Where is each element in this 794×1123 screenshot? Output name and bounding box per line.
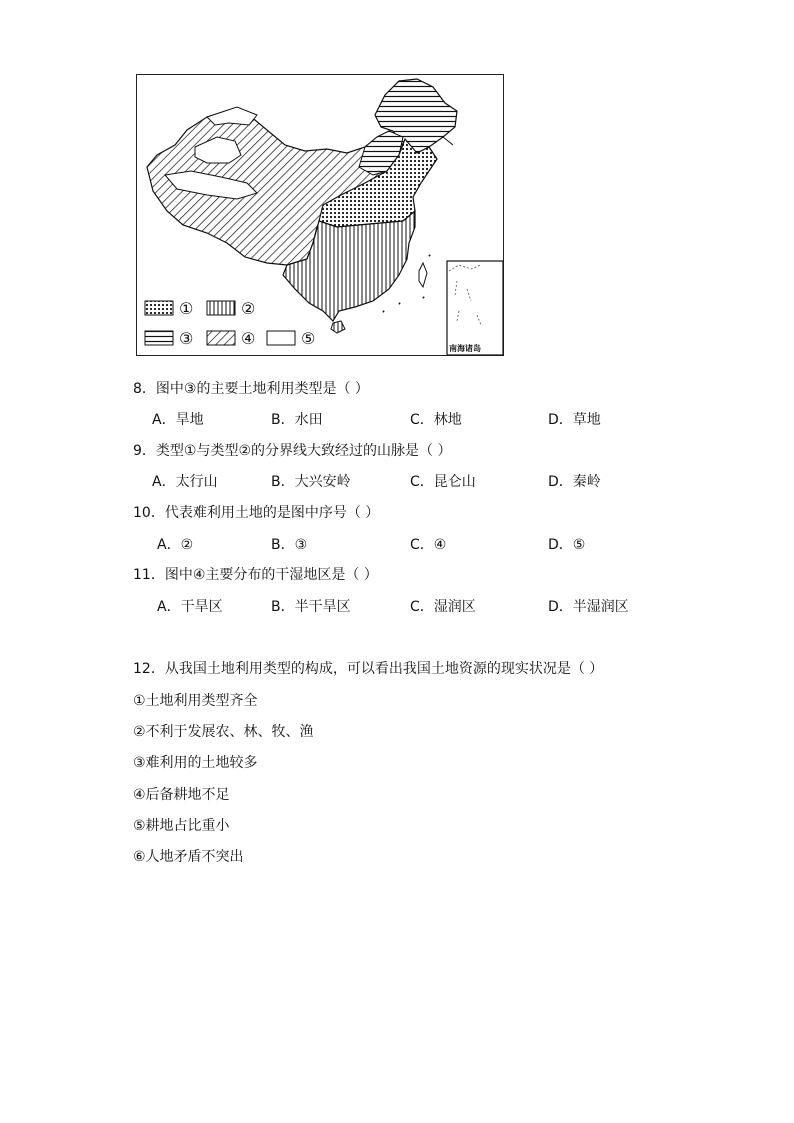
legend-swatch-2 [207,301,235,315]
inset-label: 南海诸岛 [449,344,481,353]
legend-swatch-3 [145,331,173,345]
south-china-sea-inset [447,261,503,355]
question-11-option-b: B．半干旱区 [271,599,351,615]
question-10-option-a: A．② [157,537,194,553]
question-10-stem: 10．代表难利用土地的是图中序号（ ） [133,505,380,521]
land-use-map-figure [136,74,504,356]
question-8-stem: 8．图中③的主要土地利用类型是（ ） [133,381,369,397]
hainan-island [331,321,345,333]
question-12-statement-4: ④后备耕地不足 [133,787,230,803]
question-8-option-d: D．草地 [548,412,601,428]
legend-swatch-4 [207,331,235,345]
question-8-option-c: C．林地 [410,412,462,428]
legend-label-2: ② [241,299,256,318]
question-9-option-c: C．昆仑山 [410,474,476,490]
question-9-option-d: D．秦岭 [548,474,601,490]
question-10-option-d: D．⑤ [548,537,586,553]
question-12-stem: 12．从我国土地利用类型的构成，可以看出我国土地资源的现实状况是（ ） [133,661,604,677]
legend-label-4: ④ [241,329,256,348]
question-12-statement-1: ①土地利用类型齐全 [133,693,258,709]
region-5-north-strip [207,107,257,125]
question-11-option-d: D．半湿润区 [548,599,629,615]
legend-swatch-5 [267,331,295,345]
question-11-option-c: C．湿润区 [410,599,476,615]
legend-swatch-1 [145,301,173,315]
question-11-stem: 11．图中④主要分布的干湿地区是（ ） [133,567,378,583]
question-9-option-a: A．太行山 [152,474,218,490]
taiwan-island [419,263,427,287]
question-8-option-b: B．水田 [271,412,323,428]
question-10-option-c: C．④ [410,537,447,553]
question-12-statement-6: ⑥人地矛盾不突出 [133,849,244,865]
question-11-option-a: A．干旱区 [157,599,223,615]
question-12-statement-2: ②不利于发展农、林、牧、渔 [133,724,314,740]
legend-label-5: ⑤ [301,329,316,348]
question-9-option-b: B．大兴安岭 [271,474,351,490]
question-12-statement-3: ③难利用的土地较多 [133,755,258,771]
question-10-option-b: B．③ [271,537,308,553]
question-12-statement-5: ⑤耕地占比重小 [133,818,230,834]
question-9-stem: 9．类型①与类型②的分界线大致经过的山脉是（ ） [133,443,452,459]
question-8-option-a: A．旱地 [152,412,204,428]
legend-label-1: ① [179,299,194,318]
legend-label-3: ③ [179,329,194,348]
